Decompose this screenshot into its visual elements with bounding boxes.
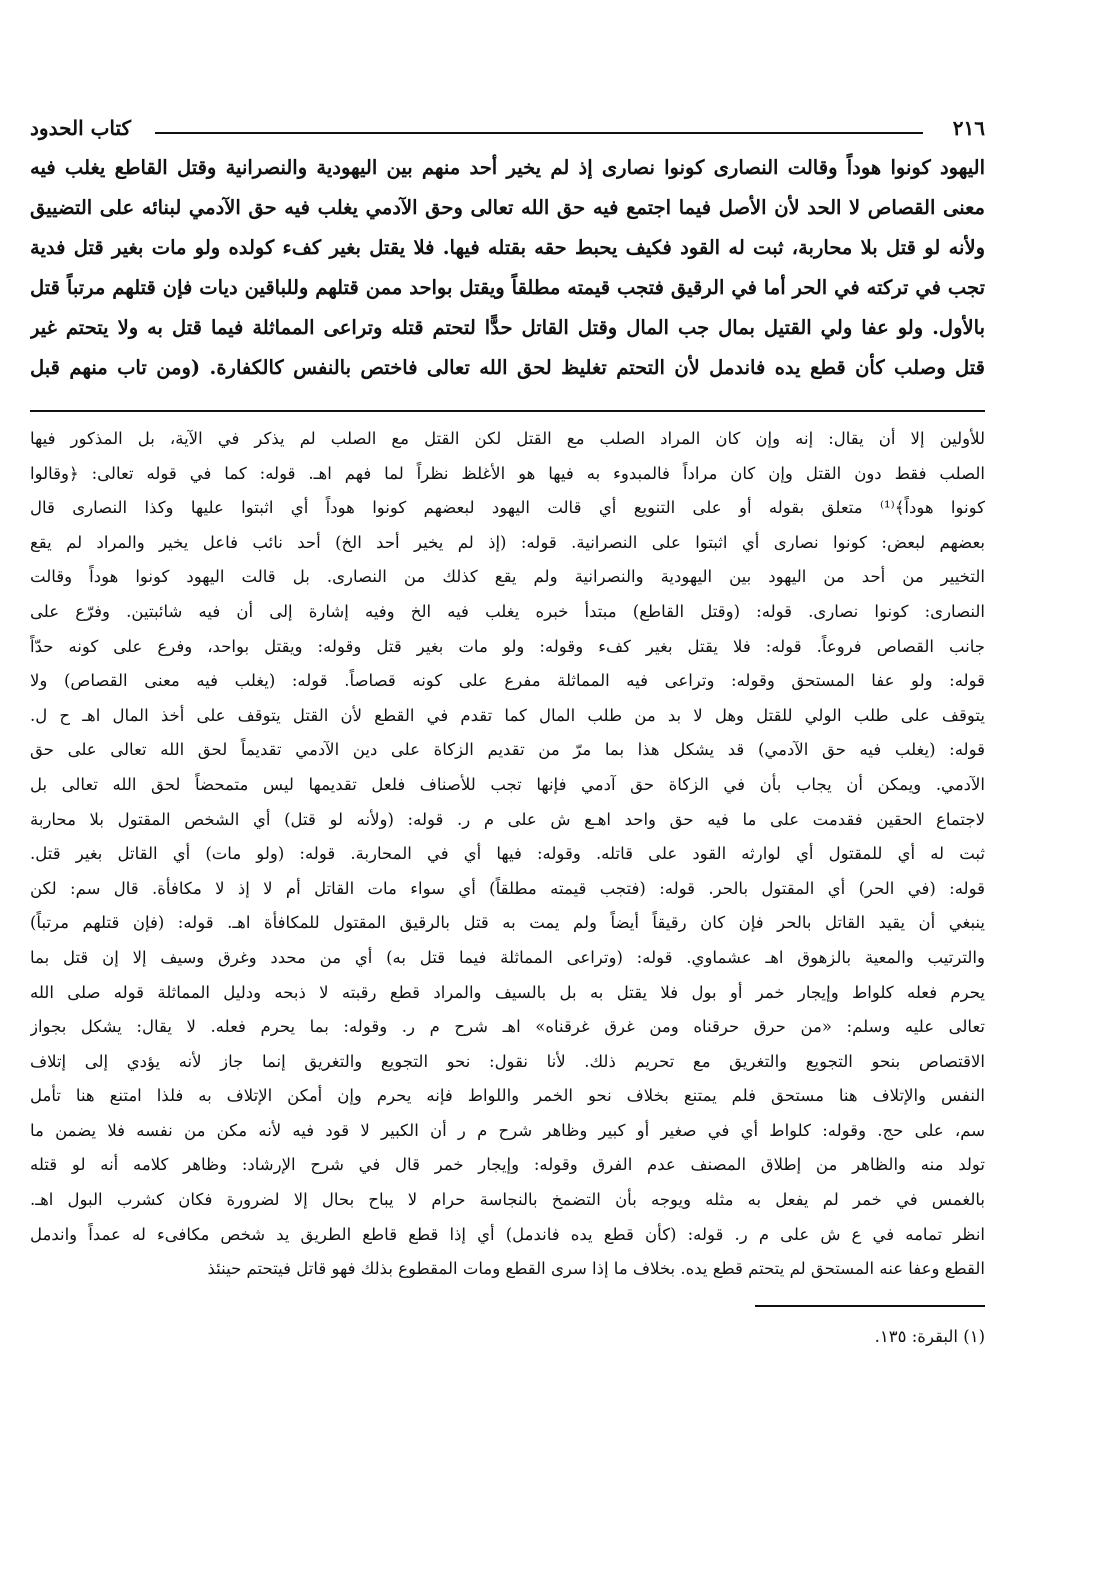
commentary-line: قوله: ولو عفا المستحق وقوله: وتراعى فيه المماثلة مفرع على كونه قصاصاً. قوله: (يغلب فيه معنى القصاص) ولا <box>30 671 985 691</box>
main-text-line: بالأول. ولو عفا ولي القتيل بمال جب المال وقتل القاتل حدًّا لتحتم قتله وتراعى المماثلة فيما قتل به ولا يتحتم غير <box>30 316 985 339</box>
main-text <box>30 148 985 388</box>
book-page <box>30 110 985 1346</box>
commentary-line: انظر تمامه في ع ش على م ر. قوله: (كأن قطع يده فاندمل) أي إذا قطع قاطع الطريق يد شخص مكافىء له عمداً واندمل <box>30 1224 985 1244</box>
commentary-line: جانب القصاص فروعاً. قوله: فلا يقتل بغير كفء وقوله: ولو مات بغير قتل وقوله: ويقتل بواحد، وفرع على كونه حدّاً <box>30 636 985 656</box>
page-header <box>30 110 985 144</box>
main-text-line: ولأنه لو قتل بلا محاربة، ثبت له القود فكيف يحبط حقه بقتله فيها. فلا يقتل بغير كفء كولده ولو مات بغير قتل فدية <box>30 236 985 259</box>
commentary-line: يحرم فعله كلواط وإيجار خمر أو بول فلا يقتل به بل بالسيف والمراد قطع رقبته لا ذبحه ودليل المماثلة قوله صلى الله <box>30 982 985 1002</box>
header-rule <box>155 132 923 134</box>
commentary-line: ثبت له أي للمقتول أي لوارثه القود على قاتله. وقوله: فيها أي في المحاربة. قوله: (ولو مات) أي القاتل بغير قتل. <box>30 844 985 864</box>
commentary-text <box>30 422 985 1287</box>
commentary-line: والترتيب والمعية بالزهوق اهـ عشماوي. قوله: (وتراعى المماثلة فيما قتل به) أي من محدد وغرق وسيف إلا إن قتل بما <box>30 947 985 967</box>
section-divider <box>30 410 985 412</box>
commentary-line: الآدمي. ويمكن أن يجاب بأن في الزكاة حق آدمي فإنها تجب للأصناف فلعل تقديمها ليس متمحضاً لحق الله تعالى بل <box>30 774 985 794</box>
commentary-line: الصلب فقط دون القتل وإن كان مراداً فالمبدوء به فيها هو الأغلظ نظراً لما فهم اهـ. قوله: كما في قوله تعالى: ﴿وقالوا <box>30 463 985 483</box>
commentary-line: النفس والإتلاف هنا مستحق فلم يمتنع بخلاف نحو الخمر واللواط فإنه يحرم وإن أمكن الإتلاف به فلذا امتنع هنا تأمل <box>30 1086 985 1106</box>
commentary-line: سم، على حج. وقوله: كلواط أي في صغير أو كبير وظاهر شرح م ر أن الكبير لا قود فيه لأنه مكن من نفسه فلا يضمن ما <box>30 1120 985 1140</box>
commentary-line: لاجتماع الحقين فقدمت على ما فيه حق واحد اهـع ش على م ر. قوله: (ولأنه لو قتل) أي الشخص المقتول بلا محاربة <box>30 809 985 829</box>
book-title: كتاب الحدود <box>30 116 132 140</box>
commentary-line: الاقتصاص بنحو التجويع والتغريق مع تحريم ذلك. لأنا نقول: نحو التجويع والتغريق إنما جاز لأنه يؤدي إلى إتلاف <box>30 1051 985 1071</box>
commentary-line: قوله: (في الحر) أي المقتول بالحر. قوله: (فتجب قيمته مطلقاً) أي سواء مات القاتل أم لا إذ لا مكافأة. قال سم: لكن <box>30 878 985 898</box>
main-text-line: قتل وصلب كأن قطع يده فاندمل لأن التحتم تغليظ لحق الله تعالى فاختص بالنفس كالكفارة. (ومن تاب منهم قبل <box>30 356 985 379</box>
footnote: (١) البقرة: ١٣٥. <box>874 1326 985 1346</box>
commentary-line: القطع وعفا عنه المستحق لم يتحتم قطع يده. بخلاف ما إذا سرى القطع ومات المقطوع بذلك فهو قاتل فيتحتم حينئذ <box>207 1259 985 1279</box>
commentary-line: بالغمس في خمر لم يفعل به مثله ويوجه بأن التضمخ بالنجاسة حرام لا يباح بحال إلا لضرورة فكان كشرب البول اهـ. <box>30 1190 985 1210</box>
commentary-line: يتوقف على طلب الولي للقتل وهل لا بد من طلب المال كما تقدم في القطع لأن القتل يتوقف على أخذ المال اهـ ح ل. <box>30 705 985 725</box>
commentary-line: للأولين إلا أن يقال: إنه وإن كان المراد الصلب مع القتل لكن القتل مع الصلب لم يذكر في الآية، بل المذكور فيها <box>30 429 985 448</box>
main-text-line: معنى القصاص لا الحد لأن الأصل فيما اجتمع فيه حق الله تعالى وحق الآدمي يغلب فيه حق الآدمي لبنائه على التضييق <box>30 196 985 219</box>
footnote-divider <box>755 1305 985 1307</box>
main-text-line: اليهود كونوا هوداً وقالت النصارى كونوا نصارى إذ لم يخير أحد منهم بين اليهودية والنصرانية وقتل القاطع يغلب فيه <box>30 156 985 179</box>
commentary-line: ينبغي أن يقيد القاتل بالحر فإن كان رقيقاً أيضاً ولم يمت به قتل بالرقيق المقتول للمكافأة اهـ. قوله: (فإن قتلهم مرتباً) <box>30 913 985 933</box>
commentary-line: تعالى عليه وسلم: «من حرق حرقناه ومن غرق غرقناه» اهـ شرح م ر. وقوله: بما يحرم فعله. لا يقال: يشكل بجواز <box>30 1017 985 1037</box>
commentary-line: النصارى: كونوا نصارى. قوله: (وقتل القاطع) مبتدأ خبره يغلب فيه الخ وفيه إشارة إلى أن فيه شائبتين. وفرّع على <box>30 601 985 621</box>
page-number: ٢١٦ <box>952 116 985 140</box>
commentary-line: التخيير من أحد من اليهود بين اليهودية والنصرانية ولم يقع كذلك من النصارى. بل قالت اليهود كونوا هوداً وقالت <box>30 567 985 587</box>
commentary-line: قوله: (يغلب فيه حق الآدمي) قد يشكل هذا بما مرّ من تقديم الزكاة على دين الآدمي تقديماً لحق الله تعالى على حق <box>30 740 985 760</box>
commentary-line: تولد منه والظاهر من إطلاق المصنف عدم الفرق وقوله: وإيجار خمر قال في شرح الإرشاد: وظاهر كلامه أنه لو قتله <box>30 1155 985 1175</box>
commentary-line: بعضهم لبعض: كونوا نصارى أي اثبتوا على النصرانية. قوله: (إذ لم يخير أحد الخ) أحد نائب فاعل يخير والمراد لم يقع <box>30 532 985 552</box>
main-text-line: تجب في تركته في الحر أما في الرقيق فتجب قيمته مطلقاً ويقتل بواحد ممن قتلهم وللباقين ديات فإن قتلهم مرتباً قتل <box>30 276 985 299</box>
commentary-line: كونوا هوداً﴾⁽¹⁾ متعلق بقوله أو على التنويع أي قالت اليهود لبعضهم كونوا هوداً أي اثبتوا عليها وكذا النصارى قال <box>30 498 985 518</box>
